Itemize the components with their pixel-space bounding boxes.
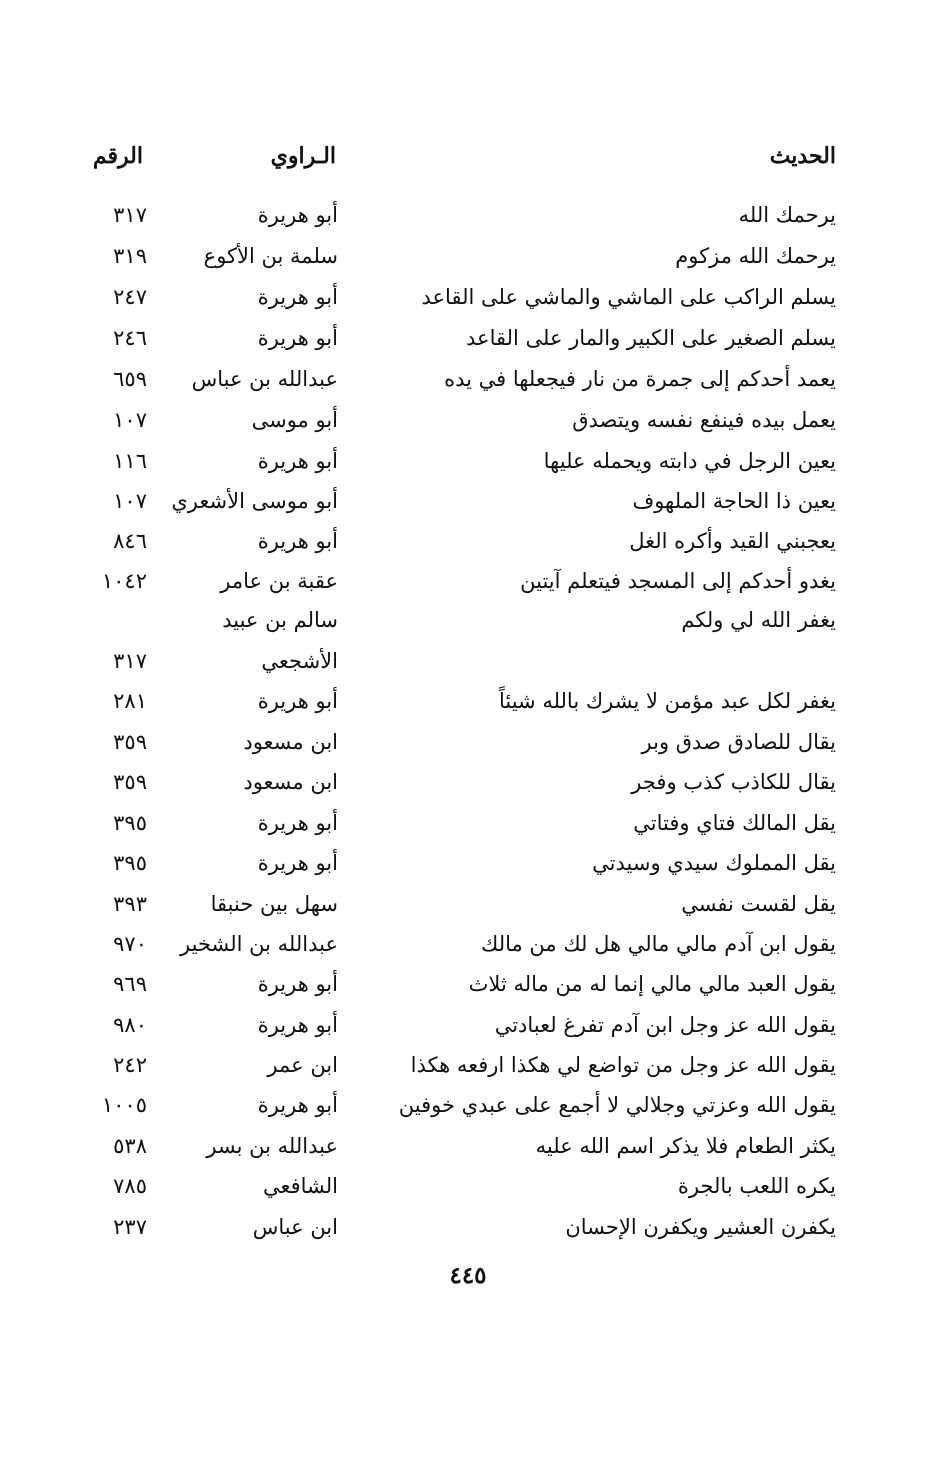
hadith-number: ٨٤٦: [113, 529, 147, 553]
hadith-text: يغفر الله لي ولكم: [681, 608, 836, 632]
table-row: [0, 282, 936, 322]
hadith-number: ٩٨٠: [113, 1013, 147, 1037]
header-hadith: الحديث: [769, 143, 836, 169]
hadith-number: ٣٩٣: [113, 892, 147, 916]
hadith-number: ٣٥٩: [113, 730, 147, 754]
rawi-name: أبو هريرة: [257, 203, 338, 227]
table-row: [0, 1171, 936, 1211]
hadith-text: يعين الرجل في دابته ويحمله عليها: [543, 449, 836, 473]
hadith-text: يقل لقست نفسي: [681, 892, 836, 916]
hadith-text: يقال للكاذب كذب وفجر: [631, 770, 836, 794]
hadith-text: يقل المملوك سيدي وسيدتي: [592, 851, 836, 875]
hadith-text: يقول الله وعزتي وجلالي لا أجمع على عبدي خوفين: [398, 1093, 836, 1117]
table-row: [0, 446, 936, 486]
hadith-text: يقال للصادق صدق وبر: [641, 730, 836, 754]
hadith-text: يغفر لكل عبد مؤمن لا يشرك بالله شيئاً: [498, 689, 836, 713]
table-row: [0, 1212, 936, 1252]
table-row: [0, 1010, 936, 1050]
hadith-text: يكره اللعب بالجرة: [677, 1174, 836, 1198]
table-row: [0, 848, 936, 888]
hadith-text: يغدو أحدكم إلى المسجد فيتعلم آيتين: [520, 569, 836, 593]
table-row: [0, 323, 936, 363]
table-row: [0, 808, 936, 848]
rawi-name: أبو هريرة: [257, 689, 338, 713]
hadith-number: ٧٨٥: [113, 1174, 147, 1198]
table-row: [0, 646, 936, 686]
table-row: [0, 686, 936, 726]
hadith-number: ٢٤٧: [113, 285, 147, 309]
hadith-number: ١٠٧: [113, 408, 147, 432]
hadith-number: ٣١٩: [113, 244, 147, 268]
hadith-text: يسلم الراكب على الماشي والماشي على القاعد: [421, 285, 836, 309]
rawi-name: أبو هريرة: [257, 972, 338, 996]
hadith-number: ٥٣٨: [113, 1134, 147, 1158]
hadith-number: ٢٤٦: [113, 326, 147, 350]
rawi-name: أبو هريرة: [257, 1093, 338, 1117]
table-row: [0, 1131, 936, 1171]
header-number: الرقم: [92, 143, 143, 169]
rawi-name: الشافعي: [262, 1174, 338, 1198]
hadith-text: يقول ابن آدم مالي مالي هل لك من مالك: [481, 932, 836, 956]
rawi-name: سهل بين حنبقا: [210, 892, 338, 916]
hadith-text: يقول الله عز وجل من تواضع لي هكذا ارفعه هكذا: [410, 1053, 836, 1077]
table-row: [0, 1090, 936, 1130]
hadith-number: ١١٦: [113, 449, 147, 473]
rawi-name: الأشجعي: [261, 649, 338, 673]
hadith-number: ٣١٧: [113, 203, 147, 227]
table-row: [0, 364, 936, 404]
rawi-name: أبو هريرة: [257, 285, 338, 309]
hadith-number: ٢٤٢: [113, 1053, 147, 1077]
header-rawi: الـراوي: [270, 143, 336, 169]
hadith-number: ٢٨١: [113, 689, 147, 713]
rawi-name: عبدالله بن بسر: [206, 1134, 338, 1158]
table-row: [0, 1050, 936, 1090]
hadith-text: يقول العبد مالي مالي إنما له من ماله ثلاث: [468, 972, 836, 996]
rawi-name: عبدالله بن عباس: [191, 367, 338, 391]
page-number: ٤٤٥: [449, 1262, 487, 1289]
hadith-text: يقل المالك فتاي وفتاتي: [633, 811, 836, 835]
rawi-name: عقبة بن عامر: [220, 569, 338, 593]
rawi-name: أبو موسى الأشعري: [171, 489, 338, 513]
rawi-name: أبو هريرة: [257, 326, 338, 350]
rawi-name: عبدالله بن الشخير: [180, 932, 338, 956]
hadith-number: ٩٧٠: [113, 932, 147, 956]
table-row: [0, 889, 936, 929]
table-row: [0, 929, 936, 969]
table-row: [0, 200, 936, 240]
hadith-text: يعمل بيده فينفع نفسه ويتصدق: [572, 408, 836, 432]
table-row: [0, 241, 936, 281]
rawi-name: أبو هريرة: [257, 1013, 338, 1037]
hadith-text: يكفرن العشير ويكفرن الإحسان: [565, 1215, 836, 1239]
hadith-text: يعجبني القيد وأكره الغل: [629, 529, 836, 553]
table-row: [0, 605, 936, 645]
rawi-name: ابن مسعود: [243, 730, 338, 754]
hadith-number: ٢٣٧: [113, 1215, 147, 1239]
rawi-name: أبو هريرة: [257, 529, 338, 553]
hadith-text: يعمد أحدكم إلى جمرة من نار فيجعلها في يده: [444, 367, 836, 391]
hadith-text: يرحمك الله: [738, 203, 836, 227]
hadith-number: ١٠٤٢: [101, 569, 147, 593]
table-row: [0, 969, 936, 1009]
hadith-number: ١٠٧: [113, 489, 147, 513]
hadith-number: ٩٦٩: [113, 972, 147, 996]
hadith-number: ٣١٧: [113, 649, 147, 673]
rawi-name: ابن عمر: [267, 1053, 338, 1077]
hadith-number: ٣٩٥: [113, 851, 147, 875]
rawi-name: أبو هريرة: [257, 851, 338, 875]
hadith-number: ٣٩٥: [113, 811, 147, 835]
rawi-name: ابن مسعود: [243, 770, 338, 794]
hadith-text: يسلم الصغير على الكبير والمار على القاعد: [466, 326, 836, 350]
table-row: [0, 526, 936, 566]
hadith-text: يرحمك الله مزكوم: [675, 244, 836, 268]
hadith-number: ٦٥٩: [113, 367, 147, 391]
hadith-text: يعين ذا الحاجة الملهوف: [632, 489, 836, 513]
table-row: [0, 566, 936, 606]
table-row: [0, 727, 936, 767]
rawi-name: أبو هريرة: [257, 811, 338, 835]
rawi-name: سالم بن عبيد: [222, 608, 338, 632]
table-row: [0, 486, 936, 526]
hadith-number: ١٠٠٥: [101, 1093, 147, 1117]
table-row: [0, 405, 936, 445]
rawi-name: سلمة بن الأكوع: [203, 244, 338, 268]
hadith-number: ٣٥٩: [113, 770, 147, 794]
hadith-text: يكثر الطعام فلا يذكر اسم الله عليه: [535, 1134, 836, 1158]
rawi-name: أبو هريرة: [257, 449, 338, 473]
hadith-text: يقول الله عز وجل ابن آدم تفرغ لعبادتي: [494, 1013, 836, 1037]
table-row: [0, 767, 936, 807]
rawi-name: أبو موسى: [251, 408, 338, 432]
rawi-name: ابن عباس: [252, 1215, 338, 1239]
